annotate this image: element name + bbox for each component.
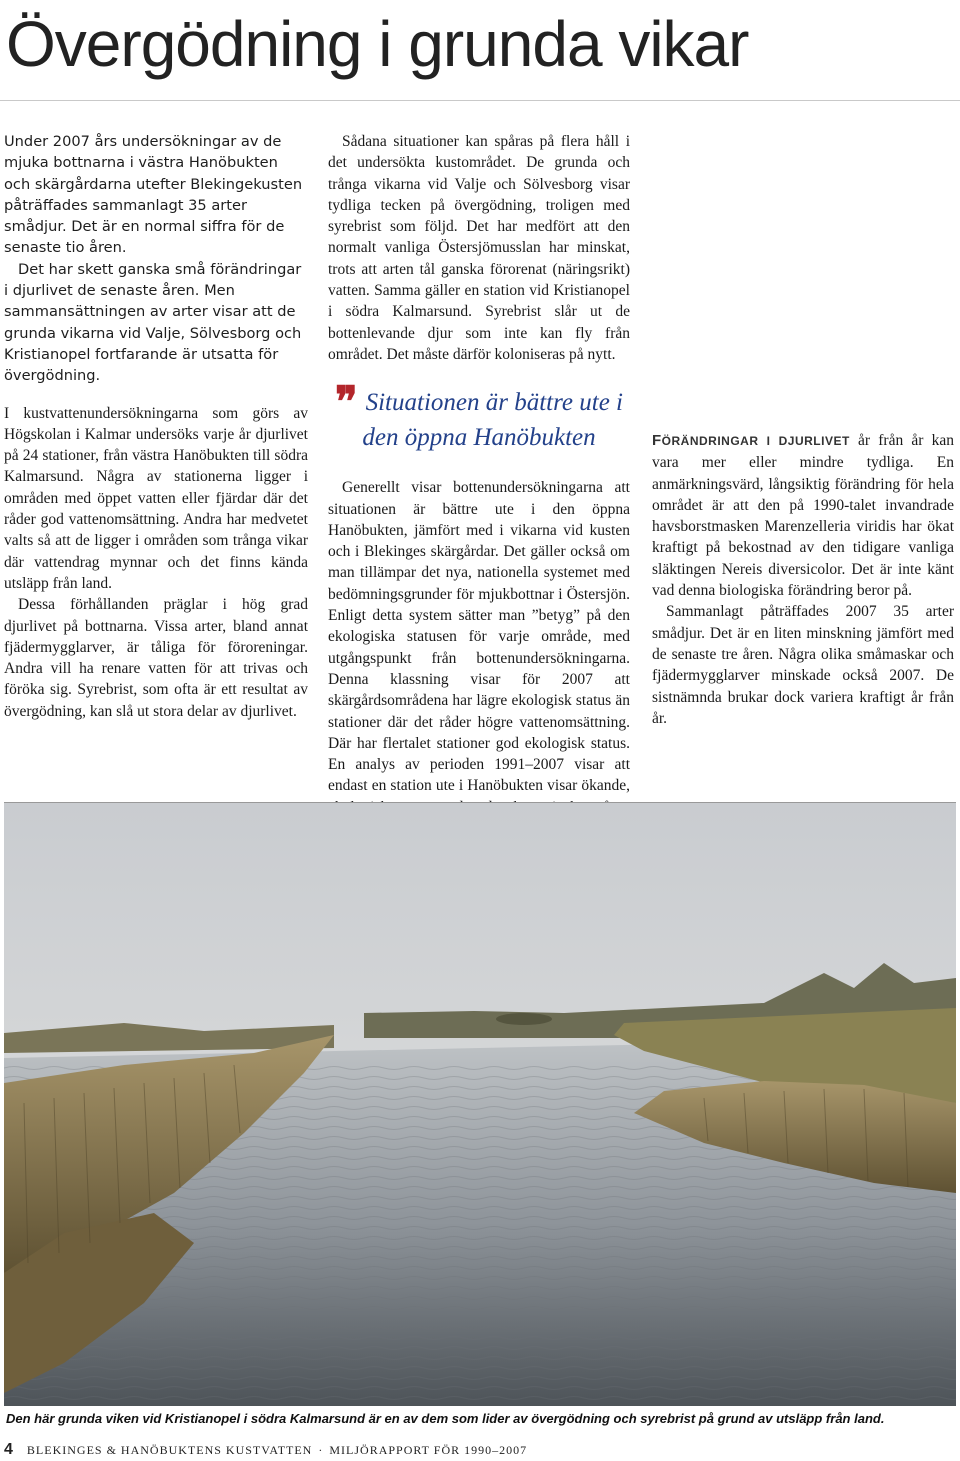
column-1	[4, 131, 308, 722]
pull-quote-text: Situationen är bättre ute i den öppna Hanöbukten	[362, 389, 623, 452]
column-2	[328, 131, 630, 839]
lead-paragraph: Under 2007 års undersökningar av de mjuka bottnarna i västra Hanöbukten och skärgårdarna utefter Blekingekusten påträffades sammanlagt 35 arter smådjur. Det är en normal siffra för de senaste tio åren.	[4, 133, 303, 257]
body-paragraph: I kustvattenundersökningarna som görs av Högskolan i Kalmar undersöks varje år djurlivet på 24 stationer, från västra Hanöbukten till södra Kalmarsund. Några av stationerna ligger i områden med öppet vatten eller fjärdar där det råder god vattenomsättning. Andra har medvetet valts så att de ligger i områden som trånga vikar där vattendrag mynnar och det finns kända utsläpp från land.	[4, 404, 308, 592]
body-paragraph: Sammanlagt påträffades 2007 35 arter smådjur. Det är en liten minskning jämfört med de senaste tre åren. Några olika småmaskar och fjädermygglarver minskade också 2007. De sistnämnda brukar dock variera kraftigt år från år.	[652, 603, 954, 727]
column-3	[652, 430, 954, 729]
lake-photo	[4, 802, 956, 1407]
article-title: Övergödning i grunda vikar	[6, 8, 749, 80]
page-number: 4	[4, 1441, 13, 1458]
section-paragraph: FÖRÄNDRINGAR I DJURLIVET år från år kan vara mer eller mindre tydliga. En anmärkningsvärd, långsiktig förändring för hela området är att den på 1990-talet invandrade havsborstmasken Marenzelleria viridis har ökat kraftigt på bekostnad av den tidigare vanliga släktingen Nereis diversicolor. Det är inte känt vad denna biologiska förändring beror på.	[652, 432, 955, 600]
lead-paragraphs	[4, 131, 308, 387]
publication-name: BLEKINGES & HANÖBUKTENS KUSTVATTEN	[26, 1443, 313, 1457]
report-name: MILJÖRAPPORT FÖR 1990–2007	[329, 1443, 528, 1457]
section-heading: FÖRÄNDRINGAR I DJURLIVET	[652, 432, 850, 449]
body-paragraph: Sådana situationer kan spåras på flera håll i det undersökta kustområdet. De grunda och trånga vikarna vid Valje och Sölvesborg visar tydliga tecken på övergödning, troligen med syrebrist som följd. Det har medfört att den normalt vanliga Östersjömusslan har minskat, trots att arten tål ganska förorenat (näringsrikt) vatten. Samma gäller en station vid Kristianopel i södra Kalmarsund. Syrebrist slår ut de bottenlevande djur som inte kan fly från området. Det måste därför koloniseras på nytt.	[328, 133, 630, 363]
photo-caption: Den här grunda viken vid Kristianopel i södra Kalmarsund är en av dem som lider av övergödning och syrebrist på grund av utsläpp från land.	[0, 1406, 960, 1432]
quote-mark-icon: ❞	[335, 377, 358, 427]
body-paragraph: Dessa förhållanden präglar i hög grad djurlivet på bottnarna. Vissa arter, bland annat fjädermygglarver, är tåliga för föroreningar. Andra vill ha renare vatten för att trivas och föröka sig. Syrebrist, som ofta är ett resultat av övergödning, kan slå ut stora delar av djurlivet.	[4, 596, 308, 720]
page-footer	[4, 1441, 527, 1459]
lead-paragraph: Det har skett ganska små förändringar i djurlivet de senaste åren. Men sammansättningen av arter visar att de grunda vikarna vid Valje, Sölvesborg och Kristianopel fortfarande är utsatta för övergödning.	[4, 260, 302, 385]
footer-separator: ·	[318, 1443, 324, 1457]
body-paragraph: Generellt visar bottenundersökningarna att situationen är bättre ute i den öppna Hanöbukten, jämfört med i vikarna vid kusten och i Blekinges skärgårdar. Det gäller också om man tillämpar det nya, nationella systemet med bedömningsgrunder för mjukbottnar i Östersjön. Enligt detta system sätter man ”betyg” på den ekologiska statusen för varje område, med utgångspunkt från bottenundersökningarna. Denna klassning visar för 2007 att skärgårdsområdena har lägre ekologisk status än stationer där det råder högre vattenomsättning. Där har flertalet stationer god ekologisk status. En analys av perioden 1991–2007 visar att endast en station ute i Hanöbukten visar ökande,	[328, 479, 630, 795]
title-rule	[0, 100, 960, 101]
pull-quote	[328, 377, 630, 455]
